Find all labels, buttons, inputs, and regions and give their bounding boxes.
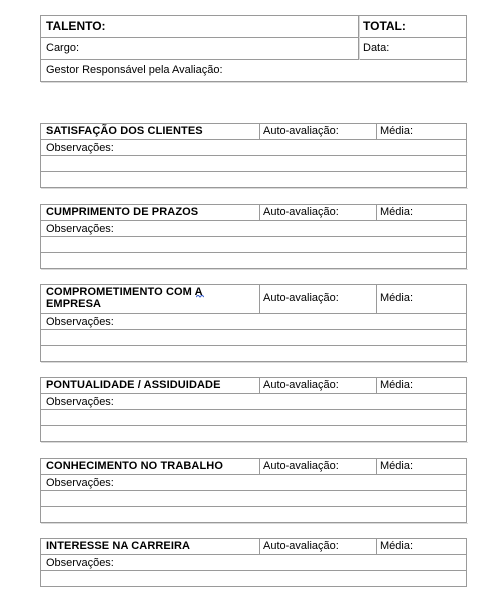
observacoes-label: Observações: <box>46 223 114 235</box>
observacoes-label: Observações: <box>46 477 114 489</box>
total-label: TOTAL: <box>363 19 406 33</box>
observacoes-label: Observações: <box>46 557 114 569</box>
section-title: COMPROMETIMENTO COM A EMPRESA <box>46 286 203 310</box>
media-label: Média: <box>380 460 414 472</box>
observacoes-label: Observações: <box>46 142 114 154</box>
media-label: Média: <box>380 379 414 391</box>
auto-avaliacao-label: Auto-avaliação: <box>263 540 339 552</box>
media-label: Média: <box>380 540 414 552</box>
observacoes-label: Observações: <box>46 316 114 328</box>
media-label: Média: <box>380 206 414 218</box>
observacoes-label: Observações: <box>46 396 114 408</box>
cargo-label: Cargo: <box>46 42 80 54</box>
section-title: INTERESSE NA CARREIRA <box>46 540 191 552</box>
auto-avaliacao-label: Auto-avaliação: <box>263 206 339 218</box>
section-title: PONTUALIDADE / ASSIDUIDADE <box>46 379 221 391</box>
auto-avaliacao-label: Auto-avaliação: <box>263 460 339 472</box>
auto-avaliacao-label: Auto-avaliação: <box>263 125 339 137</box>
spellcheck-squiggle-icon <box>196 295 204 299</box>
talento-label: TALENTO: <box>46 19 106 33</box>
media-label: Média: <box>380 292 414 304</box>
section-title: CONHECIMENTO NO TRABALHO <box>46 460 223 472</box>
section-title: SATISFAÇÃO DOS CLIENTES <box>46 125 203 137</box>
gestor-label: Gestor Responsável pela Avaliação: <box>46 64 223 76</box>
media-label: Média: <box>380 125 414 137</box>
auto-avaliacao-label: Auto-avaliação: <box>263 379 339 391</box>
data-label: Data: <box>363 42 390 54</box>
auto-avaliacao-label: Auto-avaliação: <box>263 292 339 304</box>
section-title: CUMPRIMENTO DE PRAZOS <box>46 206 199 218</box>
